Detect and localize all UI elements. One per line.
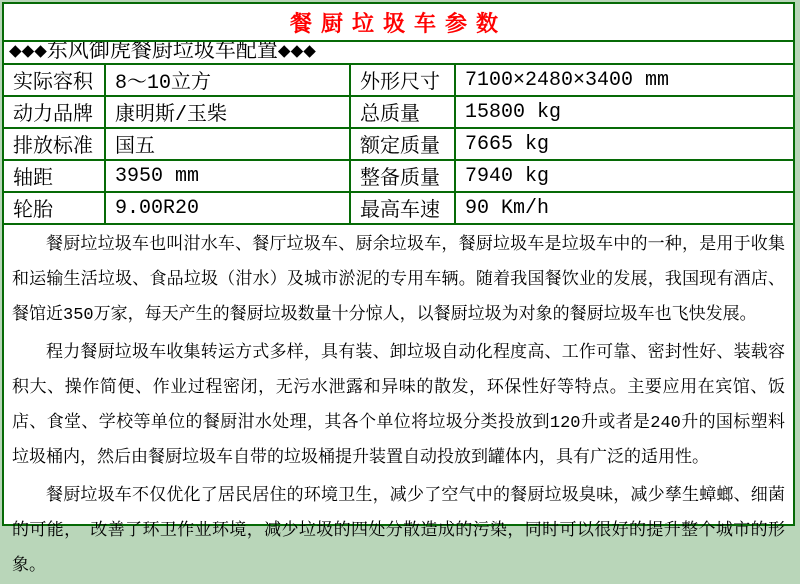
spec-label-curb-mass: 整备质量 bbox=[350, 160, 455, 192]
subtitle-row bbox=[4, 42, 793, 65]
spec-value-gross-mass: 15800 kg bbox=[455, 96, 793, 128]
spec-value-actual-volume: 8～10立方 bbox=[105, 65, 350, 96]
description-paragraph-3: 餐厨垃圾车不仅优化了居民居住的环境卫生，减少了空气中的餐厨垃圾臭味，减少孳生蟑螂、细菌的可能， 改善了环卫作业环境，减少垃圾的四处分散造成的污染，同时可以很好的提升整个城市的形象。 bbox=[12, 487, 785, 576]
config-subtitle: ◆◆◆东风御虎餐厨垃圾车配置◆◆◆ bbox=[9, 42, 316, 64]
spec-label-max-speed: 最高车速 bbox=[350, 192, 455, 224]
spec-row bbox=[4, 128, 793, 160]
spec-value-curb-mass: 7940 kg bbox=[455, 160, 793, 192]
spec-label-rated-mass: 额定质量 bbox=[350, 128, 455, 160]
description bbox=[4, 225, 793, 584]
description-paragraph-1: 餐厨垃垃圾车也叫泔水车、餐厅垃圾车、厨余垃圾车，餐厨垃圾车是垃圾车中的一种，是用于收集和运输生活垃圾、食品垃圾（泔水）及城市淤泥的专用车辆。随着我国餐饮业的发展，我国现有酒店、餐馆近350万家，每天产生的餐厨垃圾数量十分惊人，以餐厨垃圾为对象的餐厨垃圾车也飞快发展。 bbox=[12, 236, 785, 325]
spec-row bbox=[4, 65, 793, 96]
spec-row bbox=[4, 192, 793, 224]
spec-table bbox=[4, 65, 793, 225]
spec-value-rated-mass: 7665 kg bbox=[455, 128, 793, 160]
spec-value-tires: 9.00R20 bbox=[105, 192, 350, 224]
description-paragraph-2: 程力餐厨垃圾车收集转运方式多样，具有装、卸垃圾自动化程度高、工作可靠、密封性好、装载容积大、操作简便、作业过程密闭，无污水泄露和异味的散发，环保性好等特点。主要应用在宾馆、饭店、食堂、学校等单位的餐厨泔水处理，其各个单位将垃圾分类投放到120升或者是240升的国标塑料垃圾桶内，然后由餐厨垃圾车自带的垃圾桶提升装置自动投放到罐体内，具有广泛的适用性。 bbox=[12, 344, 785, 468]
spec-label-engine-brand: 动力品牌 bbox=[4, 96, 105, 128]
spec-value-dimensions: 7100×2480×3400 mm bbox=[455, 65, 793, 96]
spec-label-emission-standard: 排放标准 bbox=[4, 128, 105, 160]
spec-value-emission-standard: 国五 bbox=[105, 128, 350, 160]
spec-label-gross-mass: 总质量 bbox=[350, 96, 455, 128]
spec-label-actual-volume: 实际容积 bbox=[4, 65, 105, 96]
spec-label-wheelbase: 轴距 bbox=[4, 160, 105, 192]
spec-label-dimensions: 外形尺寸 bbox=[350, 65, 455, 96]
spec-sheet-frame bbox=[2, 2, 795, 576]
spec-row bbox=[4, 160, 793, 192]
spec-value-max-speed: 90 Km/h bbox=[455, 192, 793, 224]
spec-row bbox=[4, 96, 793, 128]
spec-label-tires: 轮胎 bbox=[4, 192, 105, 224]
title-row bbox=[4, 4, 793, 42]
spec-value-wheelbase: 3950 mm bbox=[105, 160, 350, 192]
spec-value-engine-brand: 康明斯/玉柴 bbox=[105, 96, 350, 128]
page-title: 餐厨垃圾车参数 bbox=[289, 12, 507, 38]
